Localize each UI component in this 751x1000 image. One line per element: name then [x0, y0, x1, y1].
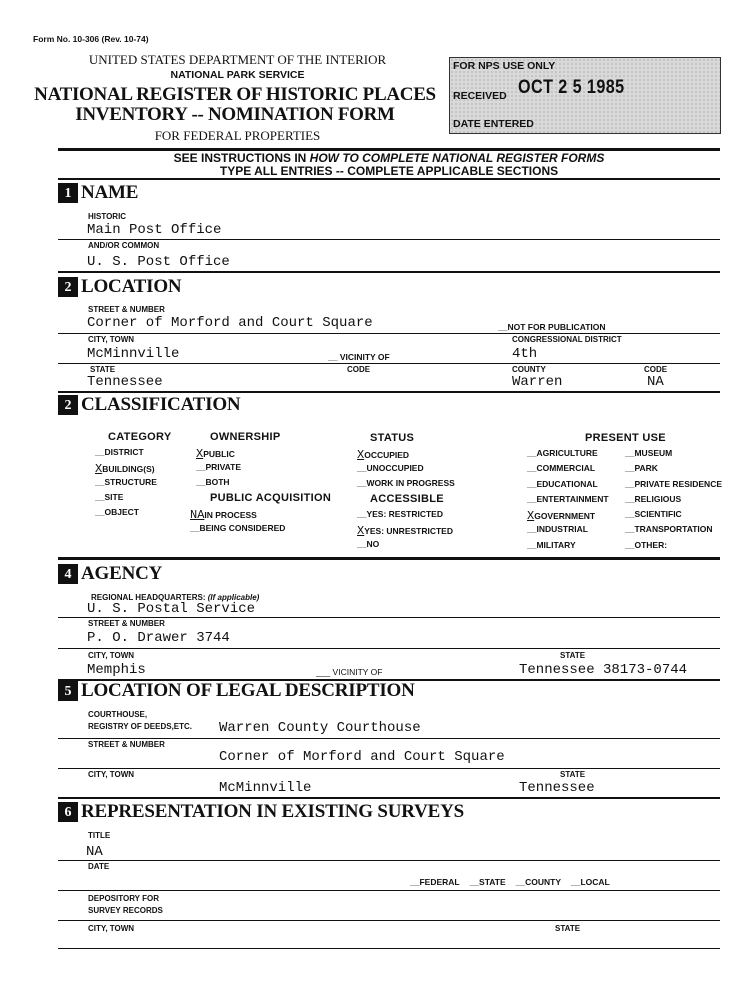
section-classification-header: [58, 394, 240, 416]
ownership-heading: OWNERSHIP: [210, 431, 281, 443]
checkbox-mark[interactable]: __: [625, 524, 635, 535]
option-park[interactable]: [625, 463, 722, 478]
survey-title-label: TITLE: [88, 831, 111, 840]
section-title: CLASSIFICATION: [81, 394, 241, 415]
option-agriculture[interactable]: [527, 448, 609, 463]
not-for-publication-checkbox[interactable]: __NOT FOR PUBLICATION: [498, 322, 606, 332]
divider: [58, 363, 720, 364]
option-yes-restricted[interactable]: [357, 509, 453, 524]
option-unoccupied[interactable]: [357, 463, 455, 478]
checkbox-mark[interactable]: __: [527, 493, 537, 504]
option-label: AGRICULTURE: [536, 448, 598, 458]
survey-state-label: STATE: [555, 924, 581, 933]
historic-name-field[interactable]: Main Post Office: [87, 222, 222, 238]
survey-level-federal-checkbox[interactable]: __FEDERAL: [410, 877, 460, 887]
congressional-district-label: CONGRESSIONAL DISTRICT: [512, 335, 622, 344]
option-transportation[interactable]: [625, 524, 722, 539]
option-label: PRIVATE RESIDENCE: [634, 478, 723, 489]
form-title-line2: INVENTORY -- NOMINATION FORM: [75, 104, 395, 125]
option-label: ENTERTAINMENT: [536, 493, 609, 504]
legal-state-label: STATE: [560, 770, 586, 779]
present-use-heading: PRESENT USE: [585, 432, 666, 444]
checkbox-mark[interactable]: __: [357, 478, 367, 488]
department-name: UNITED STATES DEPARTMENT OF THE INTERIOR: [88, 52, 387, 67]
courthouse-label-line2: REGISTRY OF DEEDS,ETC.: [88, 722, 193, 731]
section-number-badge: 1: [58, 183, 78, 203]
status-options: [357, 448, 455, 493]
county-code-label: CODE: [644, 365, 668, 374]
option-structure[interactable]: [95, 477, 157, 492]
legal-street-field[interactable]: Corner of Morford and Court Square: [219, 749, 505, 765]
section-name-header: [58, 182, 138, 204]
option-private-residence[interactable]: [625, 479, 722, 494]
option-label: PARK: [634, 463, 658, 474]
section-title: REPRESENTATION IN EXISTING SURVEYS: [81, 801, 465, 822]
instructions-line1: [58, 151, 720, 165]
checkbox-mark[interactable]: __: [527, 524, 537, 535]
divider: [58, 391, 720, 393]
checkbox-mark[interactable]: NA: [190, 508, 205, 522]
option-work-in-progress[interactable]: [357, 478, 455, 493]
regional-hq-label-note: (If applicable): [207, 593, 260, 602]
option-label: SITE: [104, 492, 124, 502]
checkbox-mark[interactable]: __: [190, 523, 200, 533]
section-title: AGENCY: [81, 563, 163, 584]
option-label: PRIVATE: [205, 462, 242, 472]
category-options: [95, 447, 157, 522]
survey-level-local-checkbox[interactable]: __LOCAL: [571, 877, 610, 887]
option-scientific[interactable]: [625, 509, 722, 524]
checkbox-mark[interactable]: __: [527, 463, 537, 474]
public-acquisition-heading: PUBLIC ACQUISITION: [210, 492, 332, 504]
checkbox-mark[interactable]: __: [357, 463, 367, 473]
form-title-line1: NATIONAL REGISTER OF HISTORIC PLACES: [34, 84, 436, 105]
option-occupied[interactable]: [357, 448, 455, 463]
checkbox-mark[interactable]: X: [357, 524, 365, 538]
option-government[interactable]: [527, 509, 609, 524]
checkbox-mark[interactable]: __: [625, 448, 635, 458]
form-subtitle: FOR FEDERAL PROPERTIES: [154, 128, 321, 143]
option-label: SCIENTIFIC: [634, 509, 682, 520]
checkbox-mark[interactable]: __: [95, 447, 105, 457]
option-label: RELIGIOUS: [634, 493, 682, 504]
option-both[interactable]: [196, 477, 241, 492]
option-label: OTHER:: [634, 539, 668, 550]
section-number-badge: 2: [58, 277, 78, 297]
checkbox-mark[interactable]: X: [527, 509, 535, 524]
section-number-badge: 6: [58, 802, 78, 822]
instructions-prefix: SEE INSTRUCTIONS IN: [173, 151, 310, 165]
option-label: YES: UNRESTRICTED: [364, 526, 453, 536]
county-field[interactable]: Warren: [512, 374, 563, 390]
option-entertainment[interactable]: [527, 494, 609, 509]
checkbox-mark[interactable]: X: [357, 448, 365, 462]
section-number-badge: 4: [58, 564, 78, 584]
category-heading: CATEGORY: [108, 431, 172, 443]
instructions-guide-title: HOW TO COMPLETE NATIONAL REGISTER FORMS: [309, 151, 605, 165]
city-field[interactable]: McMinnville: [87, 346, 180, 362]
option-label: STRUCTURE: [104, 477, 157, 487]
section-title: LOCATION OF LEGAL DESCRIPTION: [81, 680, 415, 701]
option-educational[interactable]: [527, 479, 609, 494]
divider: [58, 920, 720, 921]
option-label: WORK IN PROGRESS: [366, 478, 455, 488]
nps-use-heading: FOR NPS USE ONLY: [453, 60, 556, 72]
section-agency-header: [58, 563, 162, 585]
option-label: GOVERNMENT: [534, 511, 596, 522]
county-label: COUNTY: [512, 365, 546, 374]
state-label: STATE: [90, 365, 116, 374]
congressional-district-field[interactable]: 4th: [512, 346, 538, 362]
present-use-options-col2: [625, 448, 722, 555]
state-code-label: CODE: [347, 365, 371, 374]
checkbox-mark[interactable]: __: [625, 478, 635, 489]
option-label: IN PROCESS: [204, 510, 257, 520]
option-in-process[interactable]: [190, 508, 285, 523]
checkbox-mark[interactable]: __: [625, 509, 635, 520]
checkbox-mark[interactable]: __: [625, 539, 635, 550]
survey-date-label: DATE: [88, 862, 110, 871]
status-heading: STATUS: [370, 432, 415, 444]
section-surveys-header: [58, 801, 464, 823]
survey-level-options: [410, 877, 610, 887]
agency-vicinity-checkbox[interactable]: ___ VICINITY OF: [316, 667, 383, 677]
section-title: LOCATION: [81, 276, 182, 297]
checkbox-mark[interactable]: __: [527, 539, 537, 550]
option-industrial[interactable]: [527, 524, 609, 539]
option-label: COMMERCIAL: [536, 463, 596, 474]
option-private[interactable]: [196, 462, 241, 477]
divider: [58, 557, 720, 560]
section-title: NAME: [81, 182, 139, 203]
divider: [58, 797, 720, 799]
option-other[interactable]: [625, 540, 722, 555]
option-district[interactable]: [95, 447, 157, 462]
divider: [58, 271, 720, 273]
date-entered-label: DATE ENTERED: [453, 118, 534, 130]
option-religious[interactable]: [625, 494, 722, 509]
regional-hq-field[interactable]: U. S. Postal Service: [87, 601, 256, 617]
legal-city-field[interactable]: McMinnville: [219, 780, 312, 796]
divider: [58, 860, 720, 861]
common-name-field[interactable]: U. S. Post Office: [87, 254, 230, 270]
section-number-badge: 5: [58, 681, 78, 701]
option-label: OCCUPIED: [364, 450, 410, 460]
checkbox-mark[interactable]: __: [527, 448, 537, 458]
divider: [58, 333, 720, 334]
option-site[interactable]: [95, 492, 157, 507]
option-building-s[interactable]: [95, 462, 157, 477]
divider: [58, 768, 720, 769]
checkbox-mark[interactable]: __: [95, 507, 105, 517]
option-label: YES: RESTRICTED: [366, 509, 443, 519]
divider: [58, 948, 720, 949]
option-label: PUBLIC: [203, 449, 235, 459]
divider: [58, 178, 720, 180]
survey-city-label: CITY, TOWN: [88, 924, 135, 933]
street-field[interactable]: Corner of Morford and Court Square: [87, 315, 373, 331]
nps-use-box: [449, 57, 721, 134]
option-object[interactable]: [95, 507, 157, 522]
checkbox-mark[interactable]: X: [196, 447, 204, 461]
option-label: NO: [366, 539, 380, 549]
city-label: CITY, TOWN: [88, 335, 135, 344]
checkbox-mark[interactable]: __: [357, 539, 367, 549]
survey-level-county-checkbox[interactable]: __COUNTY: [515, 877, 561, 887]
section-legal-description-header: [58, 680, 415, 702]
courthouse-label-line1: COURTHOUSE,: [88, 710, 148, 719]
present-use-options-col1: [527, 448, 609, 555]
option-military[interactable]: [527, 540, 609, 555]
agency-street-label: STREET & NUMBER: [88, 619, 165, 628]
option-label: BUILDING(S): [102, 464, 155, 474]
legal-city-label: CITY, TOWN: [88, 770, 135, 779]
section-number-badge: 2: [58, 395, 78, 415]
checkbox-mark[interactable]: __: [527, 478, 537, 489]
street-label: STREET & NUMBER: [88, 305, 165, 314]
state-field[interactable]: Tennessee: [87, 374, 163, 390]
regional-hq-label-text: REGIONAL HEADQUARTERS:: [91, 593, 206, 602]
service-name: NATIONAL PARK SERVICE: [170, 69, 305, 81]
divider: [58, 617, 720, 618]
checkbox-mark[interactable]: __: [95, 492, 105, 502]
survey-title-field[interactable]: NA: [86, 844, 103, 860]
depository-label-line2: SURVEY RECORDS: [88, 906, 163, 915]
accessible-options: [357, 509, 453, 554]
checkbox-mark[interactable]: X: [95, 462, 103, 476]
option-public[interactable]: [196, 447, 241, 462]
public-acquisition-options: [190, 508, 285, 538]
ownership-options: [196, 447, 241, 492]
agency-state-field[interactable]: Tennessee 38173-0744: [519, 662, 688, 678]
option-label: OBJECT: [104, 507, 139, 517]
option-label: MILITARY: [536, 539, 576, 550]
divider: [58, 239, 720, 240]
checkbox-mark[interactable]: __: [625, 463, 635, 474]
agency-city-label: CITY, TOWN: [88, 651, 135, 660]
option-label: BOTH: [205, 477, 230, 487]
checkbox-mark[interactable]: __: [95, 477, 105, 487]
option-label: EDUCATIONAL: [536, 478, 598, 489]
divider: [58, 890, 720, 891]
divider: [58, 648, 720, 649]
option-label: UNOCCUPIED: [366, 463, 424, 473]
checkbox-mark[interactable]: __: [625, 493, 635, 504]
option-label: BEING CONSIDERED: [199, 523, 286, 533]
option-label: INDUSTRIAL: [536, 524, 588, 535]
received-label: RECEIVED: [453, 90, 507, 102]
option-label: TRANSPORTATION: [634, 524, 713, 535]
received-date-stamp: OCT 2 5 1985: [518, 77, 625, 98]
common-name-label: AND/OR COMMON: [88, 241, 160, 250]
courthouse-field[interactable]: Warren County Courthouse: [219, 720, 421, 736]
survey-level-state-checkbox[interactable]: __STATE: [469, 877, 506, 887]
checkbox-mark[interactable]: __: [196, 462, 206, 472]
historic-label: HISTORIC: [88, 212, 127, 221]
option-museum[interactable]: [625, 448, 722, 463]
option-label: MUSEUM: [634, 448, 673, 458]
checkbox-mark[interactable]: __: [196, 477, 206, 487]
option-label: DISTRICT: [104, 447, 144, 457]
option-being-considered[interactable]: [190, 523, 285, 538]
agency-city-field[interactable]: Memphis: [87, 662, 146, 678]
vicinity-checkbox[interactable]: __ VICINITY OF: [328, 352, 390, 362]
instructions-line2: TYPE ALL ENTRIES -- COMPLETE APPLICABLE SECTIONS: [219, 164, 559, 178]
option-commercial[interactable]: [527, 463, 609, 478]
option-no[interactable]: [357, 539, 453, 554]
accessible-heading: ACCESSIBLE: [370, 493, 444, 505]
option-yes-unrestricted[interactable]: [357, 524, 453, 539]
agency-state-label: STATE: [560, 651, 586, 660]
county-code-field[interactable]: NA: [647, 374, 664, 390]
agency-street-field[interactable]: P. O. Drawer 3744: [87, 630, 230, 646]
divider: [58, 738, 720, 739]
depository-label-line1: DEPOSITORY FOR: [88, 894, 159, 903]
checkbox-mark[interactable]: __: [357, 509, 367, 519]
form-number: Form No. 10-306 (Rev. 10-74): [33, 34, 149, 44]
legal-street-label: STREET & NUMBER: [88, 740, 165, 749]
legal-state-field[interactable]: Tennessee: [519, 780, 595, 796]
section-location-header: [58, 276, 181, 298]
